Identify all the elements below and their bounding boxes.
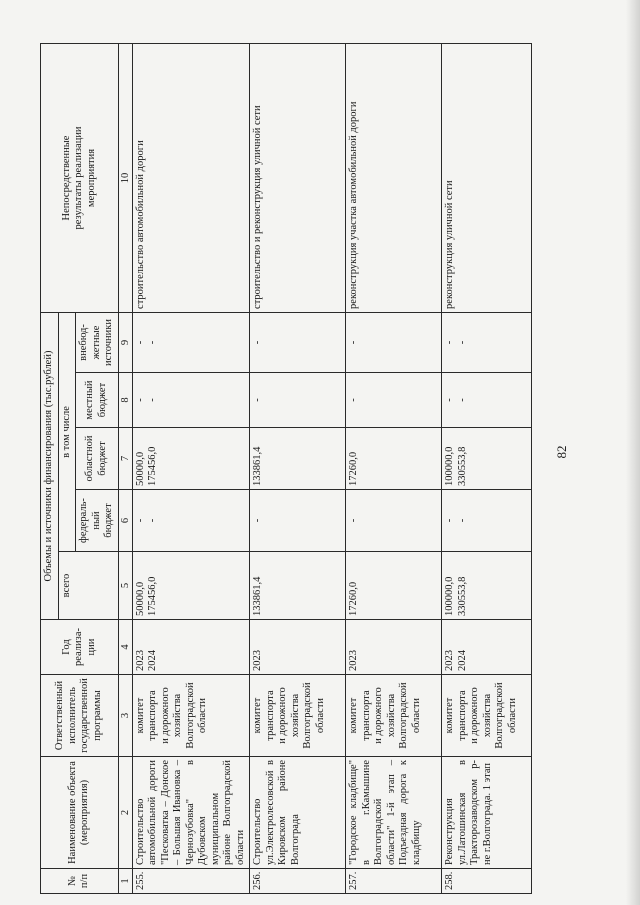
header-year: Год реализа- ции [41,620,119,675]
column-index: 10 [118,43,132,312]
row-total: 100000,0 330553,8 [442,552,532,620]
row-regional: 133861,4 [250,428,346,490]
column-index: 4 [118,620,132,675]
row-num: 256. [250,869,346,894]
row-local: - [250,373,346,428]
row-extrabudget: - - [132,312,250,372]
header-row-1 [41,43,59,893]
rotated-table-frame [40,44,545,894]
row-name: Реконструкция ул.Латошинская в Тракторозаводском р-не г.Волгограда. 1 этап [442,757,532,869]
column-index: 7 [118,428,132,490]
row-local: - [346,373,442,428]
row-total: 17260,0 [346,552,442,620]
row-year: 2023 2024 [132,620,250,675]
row-federal: - [346,490,442,552]
row-result: строительство и реконструкция уличной сети [250,43,346,312]
row-regional: 100000,0 330553,8 [442,428,532,490]
header-num: № п/п [41,869,119,894]
funding-table [40,43,532,894]
row-name: Строительство автомобильной дороги "Песковатка – Донское – Большая Ивановка – Чернозубовка" в Дубовском муниципальном районе Волгоградской области [132,757,250,869]
row-num: 258. [442,869,532,894]
row-federal: - - [132,490,250,552]
row-num: 257. [346,869,442,894]
row-year: 2023 [346,620,442,675]
header-regional: областной бюджет [76,428,119,490]
row-result: строительство автомобильной дороги [132,43,250,312]
row-extrabudget: - - [442,312,532,372]
row-total: 133861,4 [250,552,346,620]
column-index: 5 [118,552,132,620]
table-row [132,43,250,893]
row-total: 50000,0 175456,0 [132,552,250,620]
header-federal: федераль- ный бюджет [76,490,119,552]
row-result: реконструкция участка автомобильной дороги [346,43,442,312]
column-index: 8 [118,373,132,428]
table-row [346,43,442,893]
scan-edge-shadow [626,0,640,905]
row-executor: комитет транспорта и дорожного хозяйства Волгоградской области [442,675,532,757]
row-federal: - - [442,490,532,552]
column-index: 1 [118,869,132,894]
header-including: в том числе [58,312,76,551]
row-name: Строительство ул.Электролесовской в Кировском районе Волгограда [250,757,346,869]
row-local: - - [132,373,250,428]
column-index-row [118,43,132,893]
header-executor: Ответственный исполнитель государственной программы [41,675,119,757]
row-regional: 17260,0 [346,428,442,490]
row-local: - - [442,373,532,428]
header-funding: Объемы и источники финансирования (тыс.рублей) [41,312,59,619]
row-year: 2023 2024 [442,620,532,675]
row-extrabudget: - [346,312,442,372]
row-result: реконструкция уличной сети [442,43,532,312]
header-total: всего [58,552,118,620]
row-year: 2023 [250,620,346,675]
column-index: 6 [118,490,132,552]
column-index: 9 [118,312,132,372]
page-number: 82 [554,445,569,459]
header-result: Непосредственные результаты реализации мероприятия [41,43,119,312]
row-name: "Городское кладбище" в г.Камышине Волгоградской области" 1-й этап – Подъездная дорога к кладбищу [346,757,442,869]
header-local: местный бюджет [76,373,119,428]
column-index: 2 [118,757,132,869]
column-index: 3 [118,675,132,757]
row-extrabudget: - [250,312,346,372]
row-executor: комитет транспорта и дорожного хозяйства Волгоградской области [250,675,346,757]
table-row [250,43,346,893]
header-extrabudget: внебюд- жетные источники [76,312,119,372]
row-executor: комитет транспорта и дорожного хозяйства Волгоградской области [346,675,442,757]
row-regional: 50000,0 175456,0 [132,428,250,490]
row-executor: комитет транспорта и дорожного хозяйства Волгоградской области [132,675,250,757]
row-federal: - [250,490,346,552]
row-num: 255. [132,869,250,894]
header-name: Наименование объекта (мероприятия) [41,757,119,869]
table-row [442,43,532,893]
